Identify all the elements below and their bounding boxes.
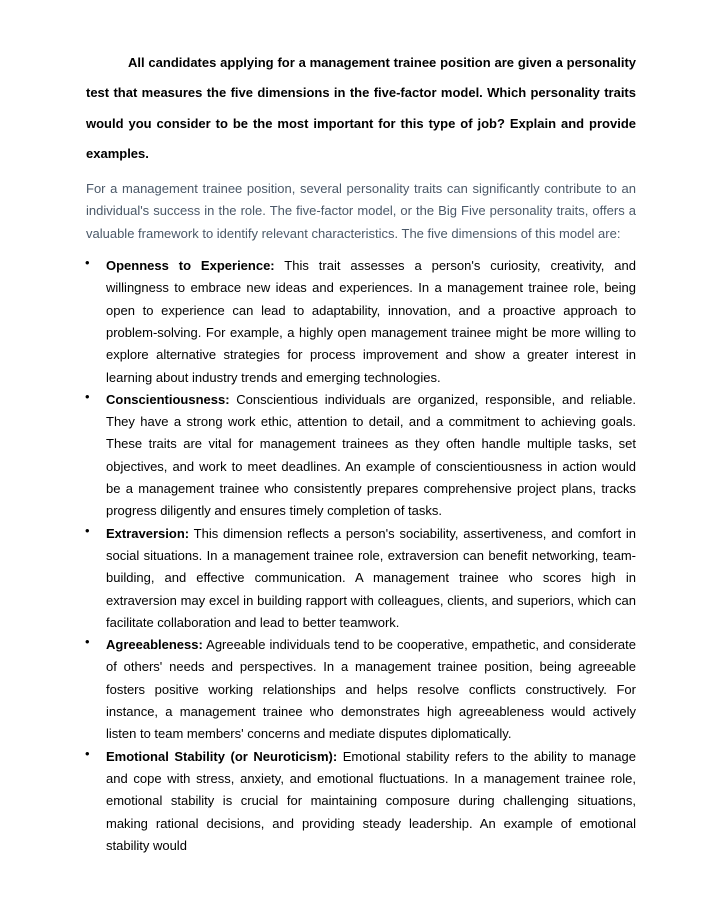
trait-extraversion (86, 523, 636, 634)
trait-name: Agreeableness: (106, 637, 203, 653)
trait-description: Conscientious individuals are organized, responsible, and reliable. They have a strong work ethic, attention to detail, and a commitment to achieving goals. These traits are vital for management trainees as they often handle multiple tasks, set objectives, and work to meet deadlines. An example of conscientiousness in action would be a management trainee who consistently prepares comprehensive project plans, tracks progress diligently and ensures timely completion of tasks. (106, 391, 636, 519)
trait-name: Emotional Stability (or Neuroticism): (106, 748, 338, 764)
trait-emotional-stability (86, 746, 636, 857)
intro-paragraph: For a management trainee position, several personality traits can significantly contribute to an individual's success in the role. The five-factor model, or the Big Five personality traits, offers a valuable framework to identify relevant characteristics. The five dimensions of this model are: (86, 181, 636, 241)
trait-description: Agreeable individuals tend to be cooperative, empathetic, and considerate of others' needs and perspectives. In a management trainee position, being agreeable fosters positive working relationships and helps resolve conflicts constructively. For instance, a management trainee who demonstrates high agreeableness would actively listen to team members' concerns and mediate disputes diplomatically. (106, 637, 636, 742)
bullet-glyph: • (85, 745, 90, 761)
trait-description: This dimension reflects a person's sociability, assertiveness, and comfort in social situations. In a management trainee role, extraversion can benefit networking, team-building, and effective communication. A management trainee who scores high in extraversion may excel in building rapport with colleagues, clients, and superiors, which can facilitate collaboration and lead to better teamwork. (106, 525, 636, 630)
bullet-glyph: • (85, 255, 90, 271)
bullet-glyph: • (85, 634, 90, 650)
bullet-glyph: • (85, 388, 90, 404)
document-page (86, 0, 636, 857)
trait-description: Emotional stability refers to the ability to manage and cope with stress, anxiety, and emotional fluctuations. In a management trainee role, emotional stability is crucial for maintaining composure during challenging situations, making rational decisions, and providing steady leadership. An example of emotional stability would (106, 748, 636, 853)
trait-name: Openness to Experience: (106, 258, 275, 274)
traits-list (86, 255, 636, 857)
trait-conscientiousness (86, 389, 636, 523)
trait-name: Conscientiousness: (106, 391, 230, 407)
trait-name: Extraversion: (106, 525, 190, 541)
question-heading: All candidates applying for a management trainee position are given a personality test that measures the five dimensions in the five-factor model. Which personality traits would you consider to be the most important for this type of job? Explain and provide examples. (86, 55, 636, 161)
trait-agreeableness (86, 634, 636, 745)
trait-description: This trait assesses a person's curiosity, creativity, and willingness to embrace new ideas and experiences. In a management trainee role, being open to experience can lead to adaptability, innovation, and a proactive approach to problem-solving. For example, a highly open management trainee might be more willing to explore alternative strategies for process improvement and show a greater interest in learning about industry trends and emerging technologies. (106, 258, 636, 385)
trait-openness (86, 255, 636, 389)
bullet-glyph: • (85, 522, 90, 538)
